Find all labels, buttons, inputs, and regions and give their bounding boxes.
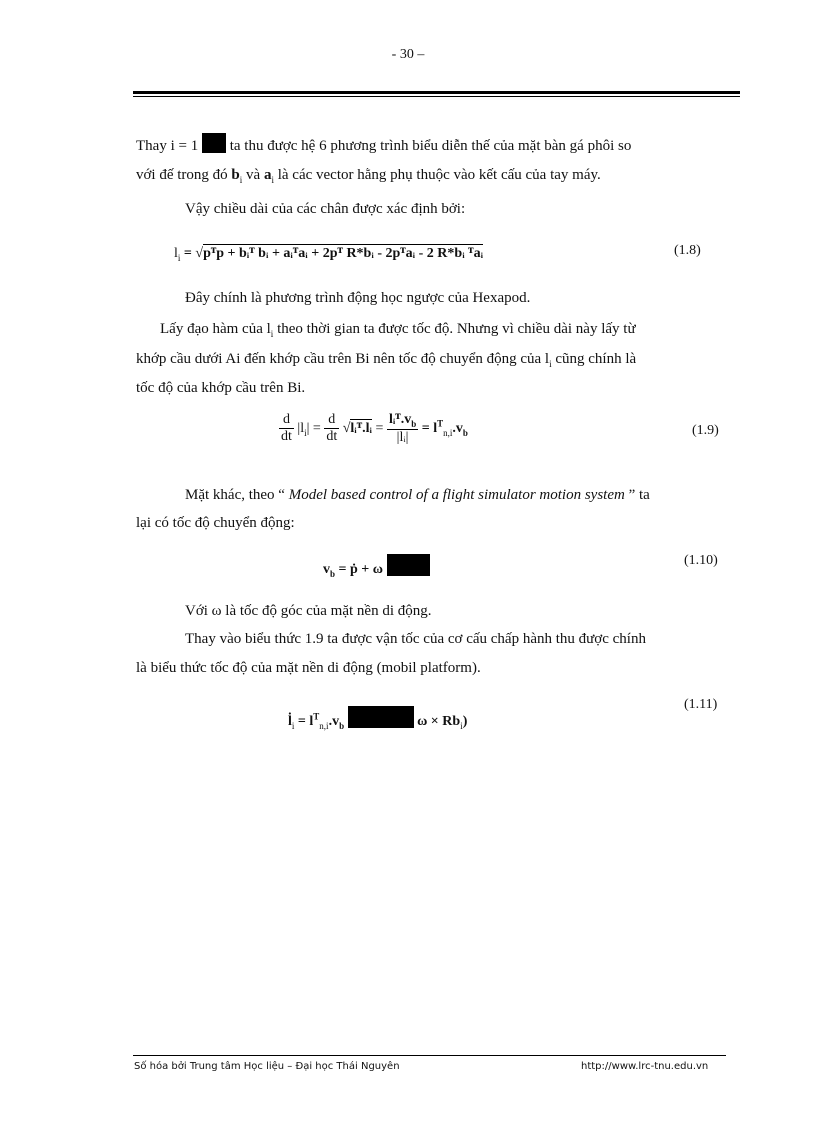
frac-num: d (279, 412, 294, 429)
eq-close: ) (462, 714, 468, 729)
paragraph-7-line-1: Thay vào biểu thức 1.9 ta được vận tốc của cơ cấu chấp hành thu được chính (185, 631, 646, 647)
paragraph-5-line-2: lại có tốc độ chuyển động: (136, 515, 295, 531)
text: và (246, 167, 261, 183)
page-number: - 30 – (391, 47, 425, 62)
equation-1-10 (323, 554, 430, 579)
frac-num: lᵢᵀ.v (388, 412, 412, 427)
vector-a: a (263, 167, 272, 183)
paragraph-4-line-3: tốc độ của khớp cầu trên Bi. (136, 380, 306, 396)
paragraph-2: Vậy chiều dài của các chân được xác định bởi: (185, 201, 466, 217)
text: với đế trong đó (136, 167, 228, 183)
var-l: l (300, 421, 305, 437)
sup: T (437, 418, 444, 429)
footer-rule (133, 1055, 726, 1056)
vector-b: b (231, 167, 240, 183)
sub: b (411, 418, 417, 429)
text: theo thời gian ta được tốc độ. Nhưng vì chiều dài này lấy từ (277, 321, 636, 337)
equation-number-1-8: (1.8) (674, 243, 701, 258)
equation-1-9: $\frac{d}{dt}$ $|l_i|$ = $\frac{d}{dt}$ √lᵢᵀ.lᵢ = $\frac{lᵢᵀ.v_b}{\text{|lᵢ|}}$ = $l^T_{n,i}.v_b$ (281, 412, 468, 445)
subscript: i (239, 175, 243, 185)
subscript: i (271, 175, 274, 185)
text: Mặt khác, theo “ (185, 487, 285, 503)
footer-url: http://www.lrc-tnu.edu.vn (581, 1061, 709, 1072)
equation-number-1-11: (1.11) (684, 697, 718, 712)
paragraph-4-line-1 (160, 321, 636, 339)
footer-left: Số hóa bởi Trung tâm Học liệu – Đại học Thái Nguyên (134, 1061, 400, 1072)
frac-den: dt (281, 429, 292, 445)
text: ta thu được hệ 6 phương trình biểu diễn thế của mặt bàn gá phôi so (229, 138, 632, 154)
paragraph-4-line-2 (136, 351, 636, 369)
redaction-block (202, 133, 226, 153)
sub: i (460, 720, 463, 731)
equation-number-1-9: (1.9) (692, 423, 719, 438)
eq-lhs-sub: i (177, 252, 181, 263)
redaction-block (387, 554, 430, 576)
sqrt-body: lᵢᵀ.lᵢ (350, 421, 373, 437)
sub: b (339, 720, 345, 731)
paragraph-7-line-2: là biểu thức tốc độ của mặt nền di động (mobil platform). (136, 660, 481, 676)
paragraph-6: Với ω là tốc độ góc của mặt nền di động. (185, 603, 432, 619)
sub-i: i (304, 427, 307, 438)
eq-rhs: pᵀp + bᵢᵀ bᵢ + aᵢᵀaᵢ + 2pᵀ R*bᵢ - 2pᵀaᵢ - 2 R*bᵢ ᵀaᵢ (203, 246, 484, 261)
redaction-block (348, 706, 414, 728)
sub: b (330, 568, 336, 579)
paragraph-1-line-1 (136, 133, 631, 155)
text: cũng chính là (555, 351, 637, 367)
text: Lấy đạo hàm của l (160, 321, 271, 337)
eq-mid-tail: .v (328, 714, 340, 729)
eq-rhs: = ṗ + ω (338, 562, 383, 577)
text: là các vector hằng phụ thuộc vào kết cấu của tay máy. (277, 167, 601, 183)
equation-number-1-10: (1.10) (684, 553, 718, 568)
sub: b (462, 427, 468, 438)
frac-num: d (324, 412, 339, 429)
cited-title: Model based control of a flight simulator motion system (288, 487, 625, 503)
header-rule-thick (133, 91, 740, 94)
eq-mid: = l (297, 714, 314, 729)
eq-lhs: l̇ (288, 714, 292, 729)
frac-den: |lᵢ| (396, 429, 409, 445)
sub: n,i (319, 720, 329, 731)
text: khớp cầu dưới Ai đến khớp cầu trên Bi nên tốc độ chuyển động của l (136, 351, 550, 367)
velocity-frac (387, 412, 418, 446)
subscript: i (549, 359, 552, 369)
header-rule-thin (133, 96, 740, 97)
frac-den: dt (326, 429, 338, 445)
equation-1-11 (288, 706, 467, 731)
eq-rhs-tail: .v (452, 421, 463, 437)
sub: i (291, 720, 295, 731)
paragraph-3: Đây chính là phương trình động học ngược của Hexapod. (185, 290, 531, 306)
text: ” ta (628, 487, 650, 503)
derivative-frac-2 (324, 412, 339, 445)
eq-rhs: = l (421, 421, 438, 437)
eq-lhs: l (174, 246, 178, 261)
paragraph-5-line-1 (185, 487, 650, 504)
paragraph-1-line-2 (136, 167, 601, 185)
sub: n,i (443, 427, 453, 438)
derivative-frac-1 (279, 412, 294, 445)
subscript: i (270, 329, 274, 339)
text: Thay i = 1 (136, 138, 199, 154)
eq-tail: ω × Rb (417, 714, 461, 729)
eq-lhs: v (323, 562, 330, 577)
sup: T (313, 711, 320, 722)
equation-1-8: $l_i$ = √pᵀp + bᵢᵀ bᵢ + aᵢᵀaᵢ + 2pᵀ R*bᵢ - 2pᵀaᵢ - 2 R*bᵢ ᵀaᵢ (174, 246, 484, 263)
